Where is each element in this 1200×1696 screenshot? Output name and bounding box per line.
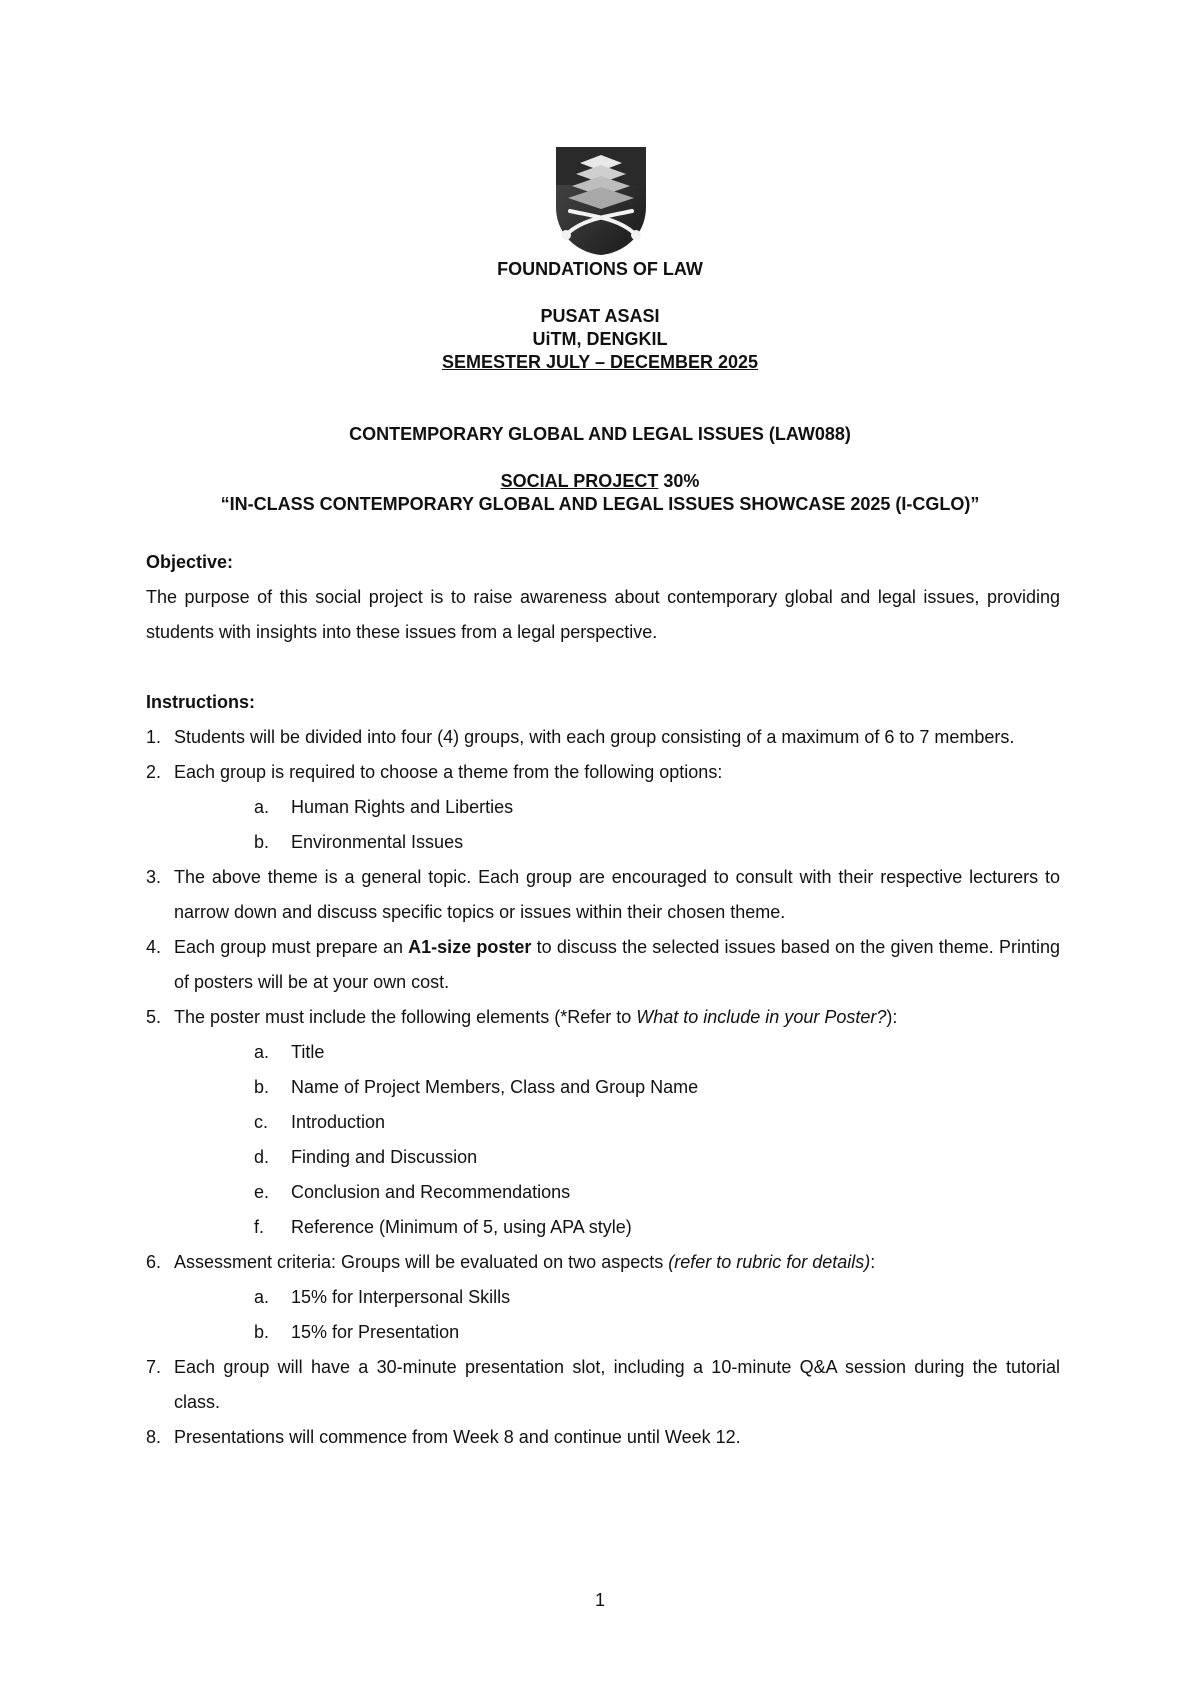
project-line [0, 470, 1200, 493]
sub-list-text: Introduction [291, 1112, 386, 1132]
sub-list-item [146, 1315, 1060, 1350]
list-item [146, 720, 1060, 755]
sub-list-letter: b. [254, 832, 270, 852]
objective-section [146, 545, 1060, 650]
list-number: 6. [146, 1252, 162, 1272]
list-text: Each group is required to choose a theme from the following options: [174, 762, 723, 782]
list-text-after: : [870, 1252, 876, 1272]
list-text: The above theme is a general topic. Each group are encouraged to consult with their respective lecturers to narrow down and discuss specific topics or issues within their chosen theme. [174, 867, 1060, 922]
list-text-before: Each group must prepare an [174, 937, 409, 957]
list-text: Presentations will commence from Week 8 and continue until Week 12. [174, 1427, 741, 1447]
list-number: 3. [146, 867, 162, 887]
sub-list-letter: b. [254, 1077, 270, 1097]
faculty-title: FOUNDATIONS OF LAW [497, 259, 703, 279]
list-number: 8. [146, 1427, 162, 1447]
list-text-before: The poster must include the following elements (*Refer to [174, 1007, 637, 1027]
instructions-section [146, 685, 1060, 1455]
list-text: Students will be divided into four (4) groups, with each group consisting of a maximum of 6 to 7 members. [174, 727, 1015, 747]
sub-list-item [146, 790, 1060, 825]
sub-list-item [146, 1070, 1060, 1105]
sub-list-letter: d. [254, 1147, 270, 1167]
list-item [146, 1420, 1060, 1455]
list-item [146, 755, 1060, 790]
project-label: SOCIAL PROJECT [500, 471, 659, 491]
sub-list-item [146, 1105, 1060, 1140]
sub-list-item [146, 825, 1060, 860]
sub-list-item [146, 1175, 1060, 1210]
sub-list-text: Title [291, 1042, 325, 1062]
list-item [146, 860, 1060, 930]
sub-list-text: Environmental Issues [291, 832, 464, 852]
list-item [146, 930, 1060, 1000]
sub-list-text: Human Rights and Liberties [291, 797, 514, 817]
list-text: Each group will have a 30-minute presentation slot, including a 10-minute Q&A session during the tutorial class. [174, 1357, 1060, 1412]
objective-heading: Objective: [146, 552, 234, 572]
sub-list-letter: a. [254, 1287, 270, 1307]
list-number: 1. [146, 727, 162, 747]
course-title: CONTEMPORARY GLOBAL AND LEGAL ISSUES (LAW088) [349, 424, 851, 444]
sub-list-item [146, 1035, 1060, 1070]
sub-list-item [146, 1140, 1060, 1175]
objective-text: The purpose of this social project is to raise awareness about contemporary global and legal issues, providing students with insights into these issues from a legal perspective. [146, 587, 1060, 642]
list-text-after: ): [886, 1007, 898, 1027]
list-text-after: to discuss the selected issues based on the given theme. Printing of posters will be at your own cost. [174, 937, 1060, 992]
sub-list-text: Reference (Minimum of 5, using APA style) [291, 1217, 632, 1237]
showcase-title: “IN-CLASS CONTEMPORARY GLOBAL AND LEGAL ISSUES SHOWCASE 2025 (I-CGLO)” [220, 494, 980, 514]
sub-list-letter: a. [254, 797, 270, 817]
sub-list-letter: b. [254, 1322, 270, 1342]
campus-name: UiTM, DENGKIL [532, 329, 668, 349]
sub-list-item [146, 1280, 1060, 1315]
list-number: 4. [146, 937, 162, 957]
instructions-heading: Instructions: [146, 692, 256, 712]
list-item [146, 1245, 1060, 1280]
list-text-bold: A1-size poster [408, 937, 532, 957]
sub-list-letter: e. [254, 1182, 270, 1202]
sub-list-letter: c. [254, 1112, 269, 1132]
page-number: 1 [594, 1590, 605, 1610]
sub-list-letter: a. [254, 1042, 270, 1062]
list-number: 2. [146, 762, 162, 782]
list-text-italic: What to include in your Poster? [636, 1007, 887, 1027]
sub-list-text: 15% for Presentation [291, 1322, 460, 1342]
sub-list-text: Name of Project Members, Class and Group Name [291, 1077, 699, 1097]
centre-name: PUSAT ASASI [540, 306, 660, 326]
list-text-italic: (refer to rubric for details) [668, 1252, 871, 1272]
semester-line: SEMESTER JULY – DECEMBER 2025 [441, 352, 759, 372]
sub-list-item [146, 1210, 1060, 1245]
list-number: 7. [146, 1357, 162, 1377]
uitm-crest-logo [554, 145, 648, 257]
list-item [146, 1350, 1060, 1420]
project-weight: 30% [658, 471, 700, 491]
sub-list-text: Conclusion and Recommendations [291, 1182, 571, 1202]
sub-list-text: Finding and Discussion [291, 1147, 478, 1167]
list-item [146, 1000, 1060, 1035]
sub-list-text: 15% for Interpersonal Skills [291, 1287, 511, 1307]
list-text-before: Assessment criteria: Groups will be evaluated on two aspects [174, 1252, 669, 1272]
sub-list-letter: f. [254, 1217, 265, 1237]
list-number: 5. [146, 1007, 162, 1027]
